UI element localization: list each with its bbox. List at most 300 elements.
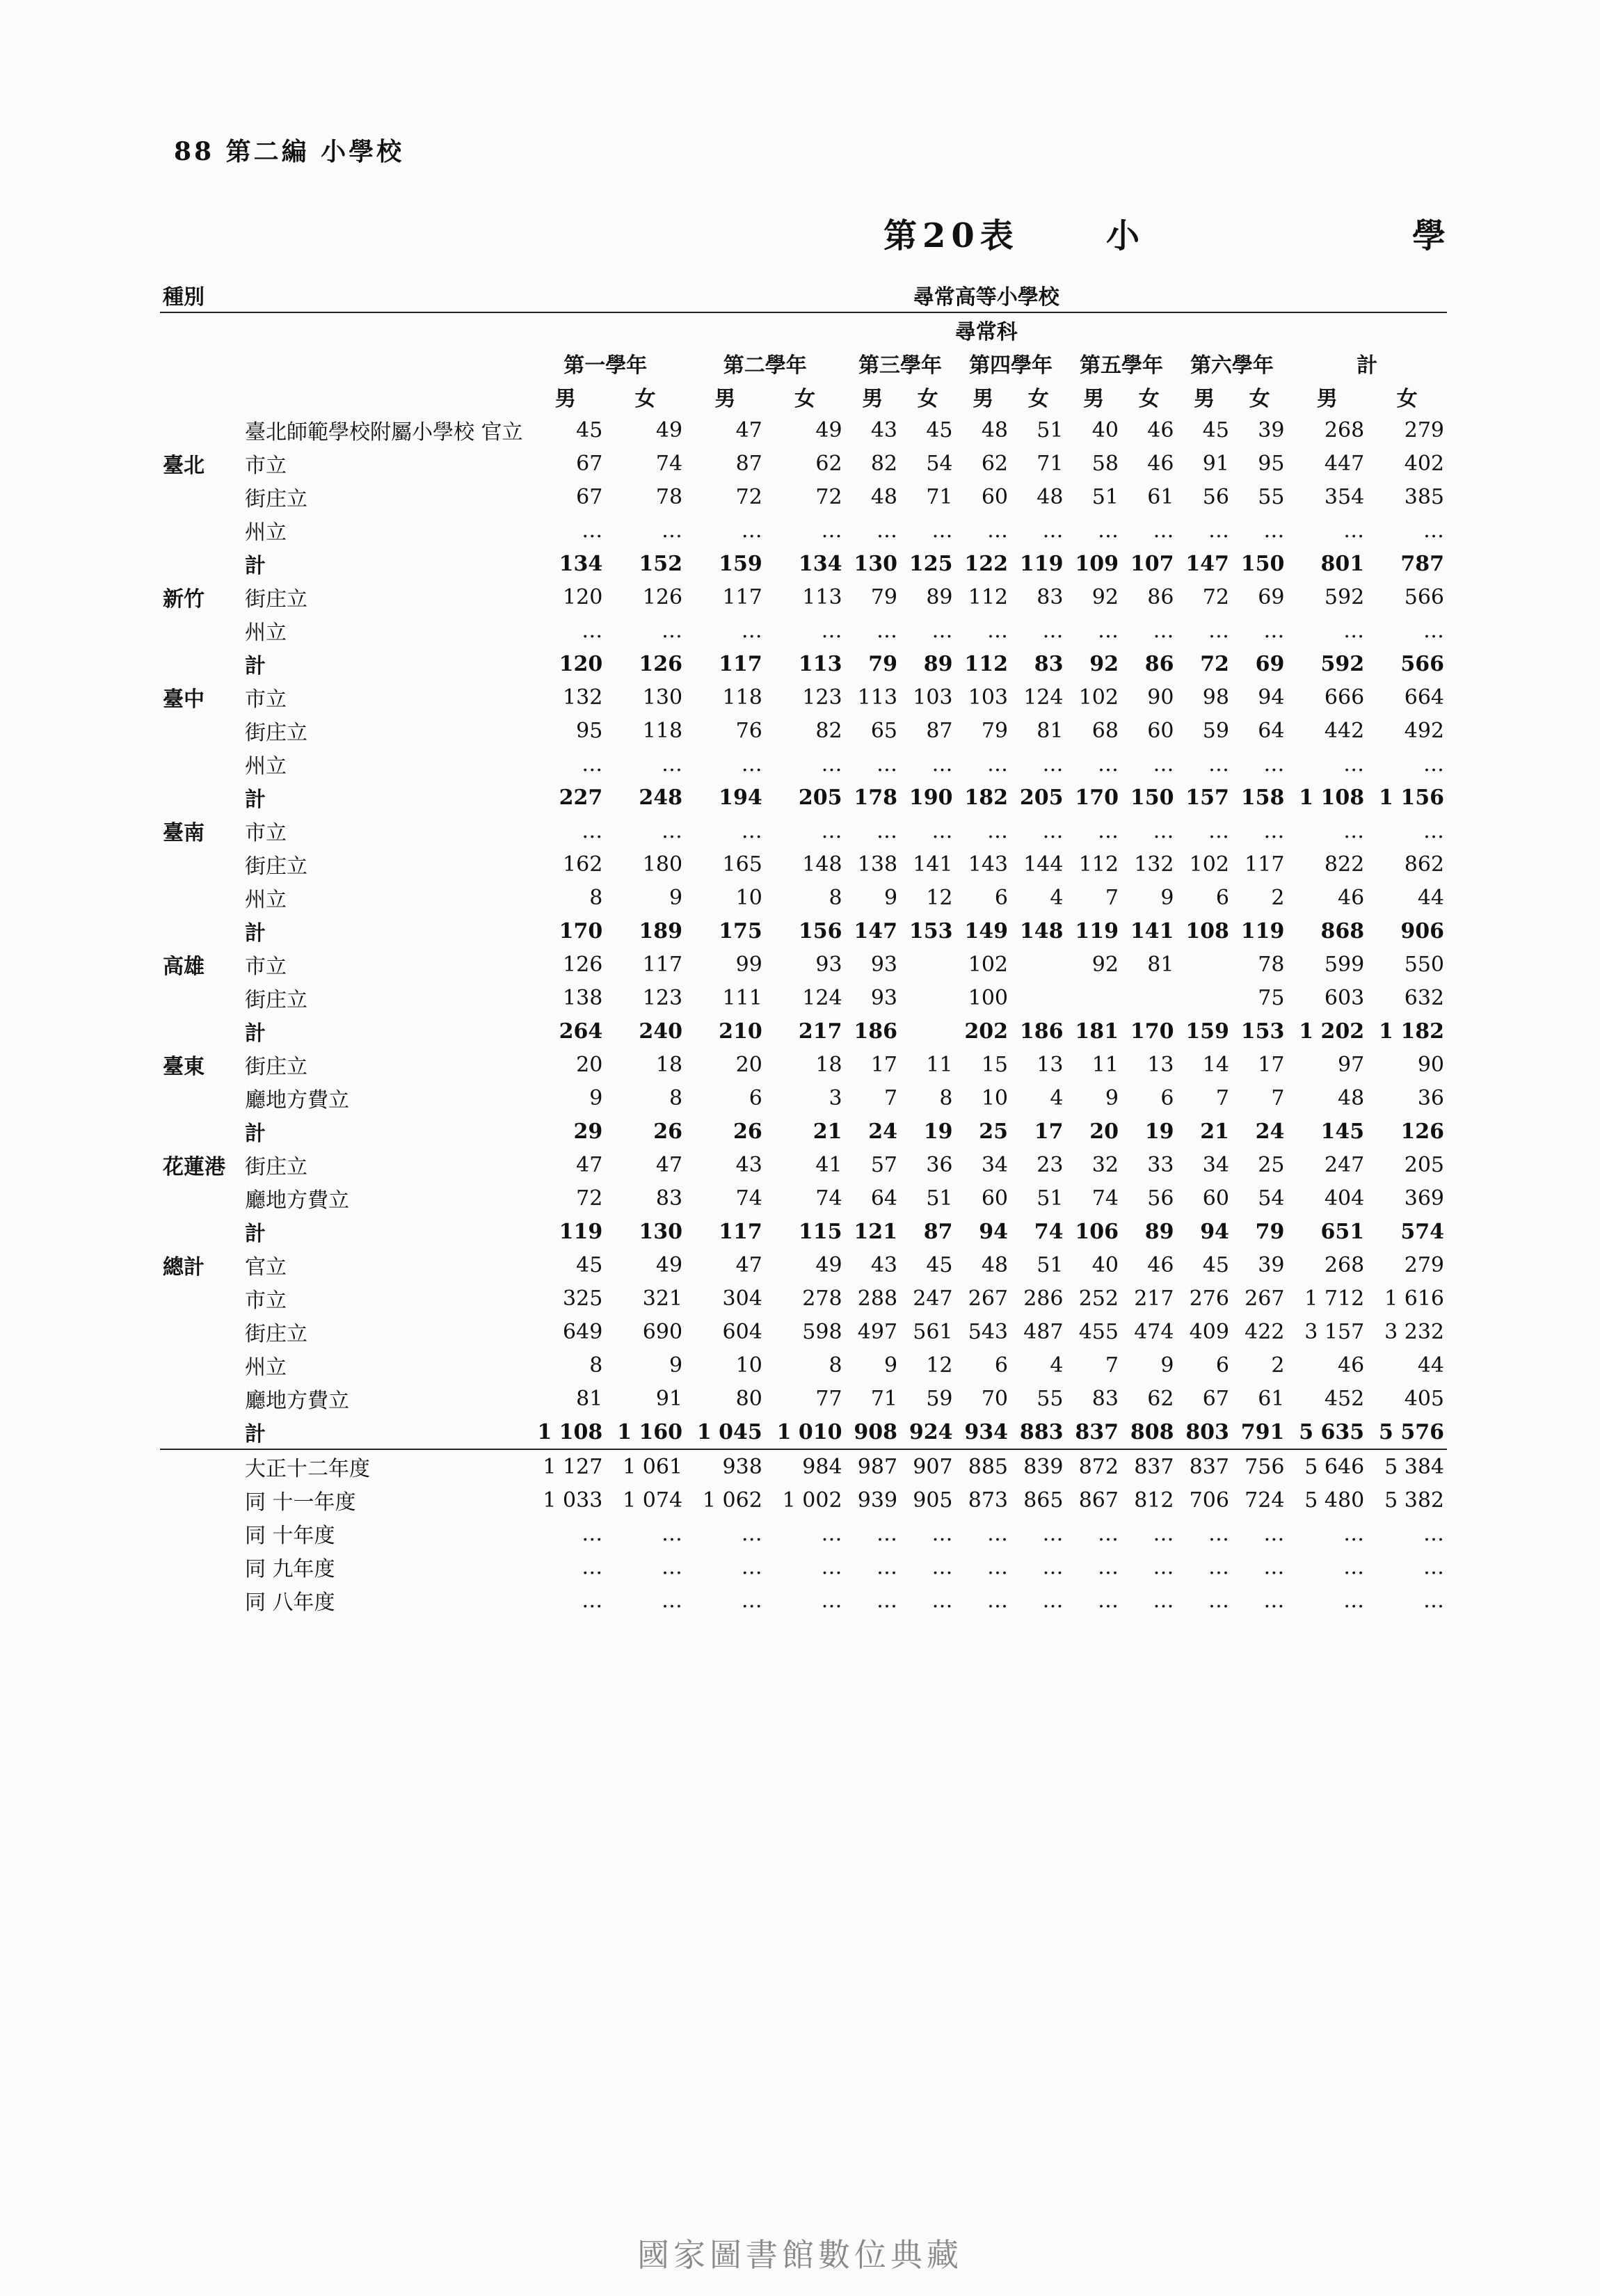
table-cell: 8 [589, 1353, 603, 1378]
table-cell: 51 [1037, 1252, 1064, 1277]
table-cell: 159 [719, 551, 762, 576]
row-label: 計 [245, 654, 266, 678]
table-cell: 132 [563, 685, 603, 710]
table-cell: 43 [870, 417, 898, 443]
table-cell: … [1097, 618, 1119, 643]
table-cell: 119 [1240, 918, 1285, 943]
grade-header: 第四學年 [969, 353, 1053, 378]
table-cell: 49 [815, 417, 842, 443]
row-group [160, 1415, 242, 1449]
table-cell: 55 [1258, 484, 1285, 509]
table-cell: … [741, 818, 762, 843]
row-group [160, 647, 242, 680]
table-cell: … [987, 618, 1008, 643]
row-group: 花蓮港 [163, 1155, 225, 1179]
table-cell: 25 [979, 1119, 1008, 1144]
table-cell: 3 [829, 1085, 842, 1110]
row-label: 計 [245, 1422, 266, 1446]
table-cell: 604 [722, 1319, 762, 1344]
table-cell: 7 [1105, 885, 1119, 910]
table-row [160, 1215, 1447, 1248]
table-cell: 51 [926, 1186, 953, 1211]
table-cell: 837 [1176, 1449, 1231, 1483]
table-cell: … [1423, 751, 1444, 776]
table-cell: … [662, 1554, 683, 1579]
table-cell: 48 [981, 417, 1008, 443]
table-cell: 49 [655, 417, 683, 443]
table-cell: … [1423, 1588, 1444, 1613]
table-cell: 49 [815, 1252, 842, 1277]
row-label: 街庄立 [245, 988, 307, 1012]
table-cell: … [1263, 751, 1285, 776]
table-row [160, 1115, 1447, 1148]
table-cell: 9 [669, 1353, 683, 1378]
table-cell: 83 [1034, 651, 1064, 676]
table-cell: … [741, 518, 762, 543]
table-cell: 905 [913, 1488, 953, 1513]
table-cell: 36 [1417, 1085, 1444, 1110]
table-cell: 118 [642, 718, 683, 743]
table-cell: 867 [1078, 1488, 1119, 1513]
table-cell: 4 [1050, 1085, 1064, 1110]
table-cell: 97 [1337, 1052, 1365, 1077]
table-row [160, 513, 1447, 547]
table-cell: 7 [1215, 1085, 1229, 1110]
table-cell: 808 [1130, 1419, 1174, 1444]
table-cell: 81 [1037, 718, 1064, 743]
table-cell: 72 [576, 1186, 603, 1211]
table-cell: 409 [1189, 1319, 1229, 1344]
table-cell: 7 [1105, 1353, 1119, 1378]
table-cell: … [931, 518, 953, 543]
table-row [160, 1517, 1447, 1550]
table-cell: 36 [926, 1152, 953, 1177]
row-group [160, 1315, 242, 1348]
table-row [160, 647, 1447, 680]
table-cell: 9 [1105, 1085, 1119, 1110]
row-label: 州立 [245, 621, 287, 645]
table-cell: 455 [1078, 1319, 1119, 1344]
row-label: 市立 [245, 454, 287, 478]
row-group [160, 480, 242, 513]
table-cell: 666 [1324, 685, 1365, 710]
table-cell: 94 [979, 1219, 1008, 1244]
table-cell: 497 [857, 1319, 898, 1344]
table-cell: 89 [923, 651, 953, 676]
table-cell: … [1343, 618, 1365, 643]
row-label: 街庄立 [245, 1322, 307, 1346]
table-cell: 45 [926, 1252, 953, 1277]
table-cell: 62 [981, 451, 1008, 476]
table-cell: 46 [1147, 417, 1174, 443]
row-label: 官立 [245, 1255, 287, 1279]
table-cell: 80 [735, 1386, 762, 1411]
row-group [160, 1348, 242, 1382]
table-cell: 59 [1202, 718, 1229, 743]
table-cell: 78 [1258, 952, 1285, 977]
table-cell: … [1208, 618, 1229, 643]
row-group [160, 547, 242, 580]
table-cell: … [582, 818, 603, 843]
table-cell: … [877, 818, 898, 843]
table-cell: … [741, 1521, 762, 1546]
table-cell: 9 [883, 1353, 898, 1378]
table-cell: 72 [815, 484, 842, 509]
table-cell: 130 [639, 1219, 683, 1244]
sex-header: 男 [1316, 387, 1338, 411]
table-cell: … [582, 751, 603, 776]
row-label: 街庄立 [245, 1155, 307, 1179]
table-cell: 632 [1404, 985, 1444, 1010]
grade-header: 第三學年 [858, 353, 943, 378]
table-row [160, 1483, 1447, 1517]
table-cell: 21 [1200, 1119, 1229, 1144]
table-cell: 47 [655, 1152, 683, 1177]
row-group [160, 847, 242, 881]
table-cell: 15 [981, 1052, 1008, 1077]
table-cell: 64 [1258, 718, 1285, 743]
table-cell: … [1208, 1588, 1229, 1613]
table-cell: … [877, 618, 898, 643]
header-spacer-b [242, 312, 526, 346]
row-label: 計 [245, 921, 266, 946]
table-cell: 908 [854, 1419, 898, 1444]
table-cell: 286 [1023, 1286, 1064, 1311]
table-cell: 405 [1404, 1386, 1444, 1411]
table-row [160, 1449, 1447, 1483]
table-cell: 60 [1202, 1186, 1229, 1211]
table-cell: 217 [1134, 1286, 1174, 1311]
table-cell: 1 002 [782, 1488, 842, 1513]
table-cell: 6 [1215, 1353, 1229, 1378]
table-cell: 103 [968, 685, 1008, 710]
table-cell: 20 [735, 1052, 762, 1077]
table-cell: 77 [815, 1386, 842, 1411]
table-cell: 141 [1130, 918, 1174, 943]
table-cell: 5 480 [1304, 1488, 1365, 1513]
table-cell: 18 [655, 1052, 683, 1077]
table-cell: 126 [642, 584, 683, 609]
table-cell: 5 384 [1367, 1449, 1447, 1483]
row-label: 州立 [245, 754, 287, 779]
table-cell: … [1423, 1521, 1444, 1546]
table-cell: … [877, 518, 898, 543]
watermark-footer: 國家圖書館數位典藏 [637, 2236, 963, 2274]
table-cell: … [987, 1554, 1008, 1579]
table-cell: 45 [576, 417, 603, 443]
header-spacer-a [160, 312, 242, 346]
table-cell: 74 [655, 451, 683, 476]
table-cell: 94 [1258, 685, 1285, 710]
table-body [160, 413, 1447, 1617]
table-cell: 117 [719, 1219, 762, 1244]
row-label: 州立 [245, 888, 287, 912]
table-cell: 304 [722, 1286, 762, 1311]
table-cell: … [1097, 1588, 1119, 1613]
table-cell: 5 646 [1287, 1449, 1367, 1483]
row-group: 高雄 [163, 955, 205, 979]
table-title [883, 209, 1452, 257]
table-cell: 123 [642, 985, 683, 1010]
label-header: 種別 [160, 278, 242, 312]
table-cell: 46 [1147, 451, 1174, 476]
table-cell: … [1343, 818, 1365, 843]
table-cell: 873 [968, 1488, 1008, 1513]
table-cell: … [582, 518, 603, 543]
table-cell: 1 108 [1299, 785, 1365, 810]
table-row [160, 614, 1447, 647]
table-cell: … [1097, 1554, 1119, 1579]
table-row [160, 447, 1447, 480]
table-cell: 72 [1202, 584, 1229, 609]
table-cell: 822 [1324, 852, 1365, 877]
row-label: 計 [245, 1222, 266, 1246]
table-cell: 120 [563, 584, 603, 609]
table-cell: … [662, 818, 683, 843]
table-cell: 186 [1019, 1019, 1064, 1044]
table-cell: 599 [1324, 952, 1365, 977]
table-cell: … [877, 1554, 898, 1579]
table-cell: … [821, 751, 842, 776]
table-row [160, 1415, 1447, 1449]
table-cell: 649 [563, 1319, 603, 1344]
table-row [160, 948, 1447, 981]
school-type-header: 尋常高等小學校 [526, 278, 1447, 312]
table-cell: 354 [1324, 484, 1365, 509]
grade-header: 第六學年 [1190, 353, 1274, 378]
table-cell: 6 [994, 885, 1008, 910]
table-cell: … [987, 818, 1008, 843]
table-cell: … [1343, 751, 1365, 776]
table-cell: 190 [909, 785, 953, 810]
row-group [160, 1115, 242, 1148]
row-group [160, 914, 242, 948]
table-cell: 2 [1271, 1353, 1285, 1378]
table-cell: 138 [857, 852, 898, 877]
table-cell: 98 [1202, 685, 1229, 710]
table-cell: 19 [1144, 1119, 1174, 1144]
table-cell: 17 [1034, 1119, 1064, 1144]
table-cell: 7 [883, 1085, 898, 1110]
table-cell: 147 [1185, 551, 1229, 576]
table-cell: 247 [913, 1286, 953, 1311]
table-cell: 442 [1324, 718, 1365, 743]
table-cell: 8 [829, 1353, 842, 1378]
table-cell: 837 [1075, 1419, 1119, 1444]
row-label: 同 九年度 [245, 1557, 335, 1581]
table-cell: 112 [968, 584, 1008, 609]
table-cell: 48 [981, 1252, 1008, 1277]
table-row [160, 680, 1447, 714]
table-cell: … [1263, 1554, 1285, 1579]
row-group [160, 981, 242, 1014]
table-cell [900, 1014, 955, 1048]
table-cell: 267 [968, 1286, 1008, 1311]
table-cell: 107 [1130, 551, 1174, 576]
table-cell: 68 [1091, 718, 1119, 743]
table-cell: 325 [563, 1286, 603, 1311]
header-spacer-f [242, 380, 526, 413]
table-cell: 89 [926, 584, 953, 609]
table-cell: … [1097, 818, 1119, 843]
table-cell: 93 [870, 952, 898, 977]
table-cell: 81 [1147, 952, 1174, 977]
grade-header: 第二學年 [723, 353, 807, 378]
table-cell: 12 [926, 885, 953, 910]
header-spacer-d [242, 346, 526, 380]
table-cell: … [931, 618, 953, 643]
table-cell: … [1263, 818, 1285, 843]
table-row [160, 1282, 1447, 1315]
table-cell: 8 [939, 1085, 953, 1110]
table-cell: 10 [735, 885, 762, 910]
table-cell: … [1423, 618, 1444, 643]
table-cell: 872 [1066, 1449, 1121, 1483]
table-cell: 7 [1271, 1085, 1285, 1110]
table-cell: … [1042, 618, 1064, 643]
table-row [160, 814, 1447, 847]
table-cell: … [1097, 1521, 1119, 1546]
table-cell: … [1042, 1554, 1064, 1579]
row-label: 街庄立 [245, 587, 307, 612]
table-cell: … [821, 618, 842, 643]
table-cell: 1 712 [1304, 1286, 1365, 1311]
table-cell: 74 [735, 1186, 762, 1211]
row-label: 街庄立 [245, 854, 307, 879]
table-cell: 1 108 [537, 1419, 603, 1444]
table-cell: 148 [1019, 918, 1064, 943]
table-cell: 61 [1147, 484, 1174, 509]
table-cell: … [821, 818, 842, 843]
table-row [160, 747, 1447, 781]
table-row [160, 847, 1447, 881]
table-cell: 181 [1075, 1019, 1119, 1044]
table-cell: 92 [1091, 584, 1119, 609]
table-cell: 1 616 [1384, 1286, 1444, 1311]
table-cell: 6 [994, 1353, 1008, 1378]
table-cell: 247 [1324, 1152, 1365, 1177]
table-cell: 205 [1019, 785, 1064, 810]
table-cell: 87 [926, 718, 953, 743]
table-cell: 91 [1202, 451, 1229, 476]
table-cell: 74 [815, 1186, 842, 1211]
table-cell: 369 [1404, 1186, 1444, 1211]
table-cell: … [931, 1588, 953, 1613]
table-cell: 40 [1091, 417, 1119, 443]
table-cell: 574 [1400, 1219, 1444, 1244]
table-cell: … [582, 618, 603, 643]
table-cell [1011, 981, 1066, 1014]
table-cell: 29 [573, 1119, 603, 1144]
course-header: 尋常科 [954, 320, 1018, 344]
table-cell: 21 [813, 1119, 842, 1144]
table-cell: … [931, 1521, 953, 1546]
table-cell: 58 [1091, 451, 1119, 476]
table-cell: 170 [1130, 1019, 1174, 1044]
table-cell: 54 [1258, 1186, 1285, 1211]
table-cell: 12 [926, 1353, 953, 1378]
table-cell: 938 [685, 1449, 765, 1483]
table-cell: 78 [655, 484, 683, 509]
table-cell: 217 [798, 1019, 842, 1044]
table-cell [1176, 981, 1231, 1014]
table-cell: 837 [1121, 1449, 1176, 1483]
table-cell: 1 010 [776, 1419, 842, 1444]
table-cell: 279 [1404, 417, 1444, 443]
table-cell: 67 [576, 484, 603, 509]
table-cell: 13 [1037, 1052, 1064, 1077]
table-title-part1: 小 [1106, 216, 1146, 255]
table-cell: 47 [735, 417, 762, 443]
table-cell: 153 [909, 918, 953, 943]
table-cell: 1 074 [623, 1488, 683, 1513]
table-cell: 95 [1258, 451, 1285, 476]
row-label: 州立 [245, 520, 287, 545]
table-cell: 422 [1245, 1319, 1285, 1344]
table-cell: 156 [798, 918, 842, 943]
table-cell: 40 [1091, 1252, 1119, 1277]
table-cell: … [1263, 618, 1285, 643]
table-cell: 885 [956, 1449, 1011, 1483]
table-cell: 6 [749, 1085, 762, 1110]
table-cell: 62 [1147, 1386, 1174, 1411]
table-cell: 72 [735, 484, 762, 509]
row-label: 計 [245, 788, 266, 812]
table-cell: 57 [870, 1152, 898, 1177]
table-cell: 906 [1400, 918, 1444, 943]
table-row [160, 981, 1447, 1014]
table-cell: 447 [1324, 451, 1365, 476]
table-cell: 124 [802, 985, 842, 1010]
table-cell: 23 [1037, 1152, 1064, 1177]
table-cell: 268 [1324, 417, 1365, 443]
table-cell: 72 [1200, 651, 1229, 676]
table-cell: 492 [1404, 718, 1444, 743]
table-cell: 117 [719, 651, 762, 676]
table-row [160, 580, 1447, 614]
table-cell: 1 061 [605, 1449, 685, 1483]
table-cell: … [1263, 1521, 1285, 1546]
row-group [160, 1215, 242, 1248]
table-cell: … [1423, 518, 1444, 543]
table-cell: … [1263, 518, 1285, 543]
table-cell: … [1423, 1554, 1444, 1579]
table-cell: 543 [968, 1319, 1008, 1344]
table-cell: 592 [1324, 584, 1365, 609]
table-cell: … [1153, 1521, 1174, 1546]
table-cell: 194 [719, 785, 762, 810]
table-cell: 756 [1232, 1449, 1287, 1483]
table-cell: 43 [870, 1252, 898, 1277]
table-cell: … [987, 1521, 1008, 1546]
statistics-table [160, 278, 1447, 1617]
row-label: 廳地方費立 [245, 1389, 349, 1413]
sex-header: 男 [973, 387, 994, 411]
table-cell: 126 [1400, 1119, 1444, 1144]
table-cell: 118 [722, 685, 762, 710]
table-cell: 48 [1037, 484, 1064, 509]
row-group [160, 1584, 242, 1617]
table-cell: 111 [722, 985, 762, 1010]
sex-header: 男 [714, 387, 736, 411]
table-cell: 18 [815, 1052, 842, 1077]
table-cell: … [582, 1588, 603, 1613]
table-cell: 117 [1245, 852, 1285, 877]
table-cell: … [662, 1588, 683, 1613]
table-cell: 8 [589, 885, 603, 910]
table-cell: 60 [981, 1186, 1008, 1211]
table-cell: 5 576 [1379, 1419, 1444, 1444]
